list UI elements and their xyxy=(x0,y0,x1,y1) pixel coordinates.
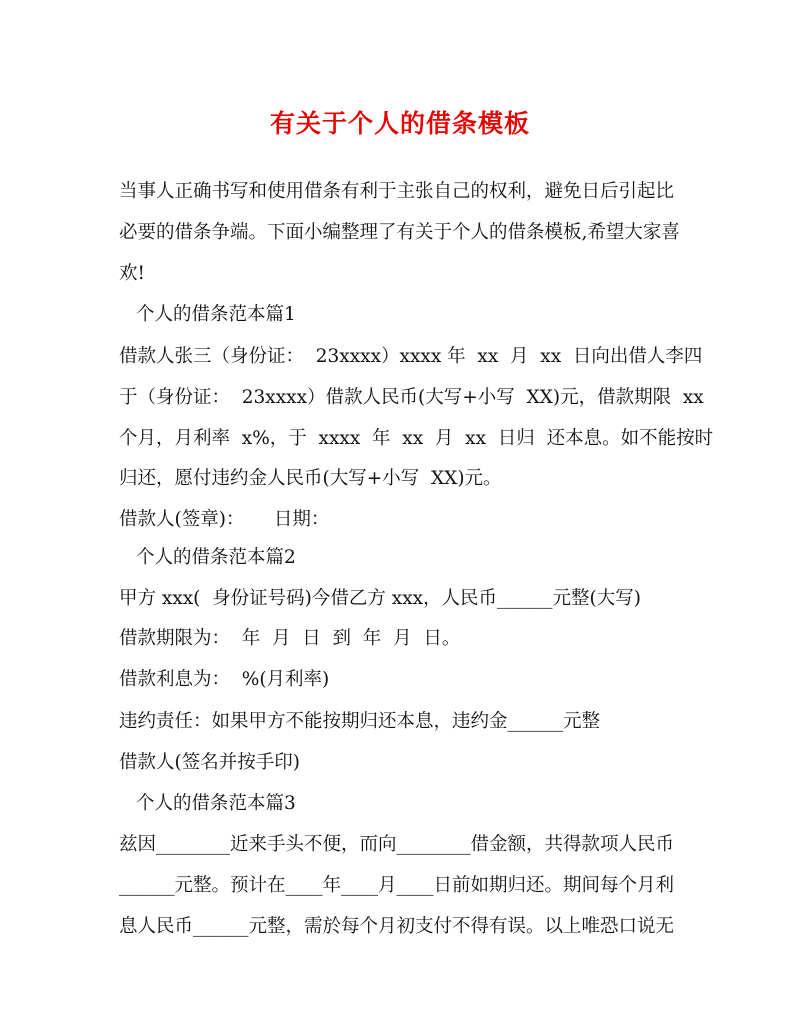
intro-line-3: 欢! xyxy=(119,263,145,284)
section1-line-4: 归还，愿付违约金人民币(大写+小写 XX)元。 xyxy=(119,468,502,489)
intro-line-2: 必要的借条争端。下面小编整理了有关于个人的借条模板,希望大家喜 xyxy=(119,222,680,243)
section2-line-4: 违约责任：如果甲方不能按期归还本息，违约金______元整 xyxy=(119,711,601,732)
section1-line-2: 于（身份证： 23xxxx）借款人民币(大写+小写 XX)元，借款期限 xx xyxy=(119,387,704,408)
section3-line-2: ______元整。预计在____年____月____日前如期归还。期间每个月利 xyxy=(119,875,675,896)
document-title: 有关于个人的借条模板 xyxy=(269,109,530,138)
section-heading-1: 个人的借条范本篇1 xyxy=(136,304,296,325)
section2-line-2: 借款期限为： 年 月 日 到 年 月 日。 xyxy=(119,628,461,649)
section2-line-5: 借款人(签名并按手印) xyxy=(119,752,300,773)
section1-line-1: 借款人张三（身份证： 23xxxx）xxxx 年 xx 月 xx 日向出借人李四 xyxy=(119,346,703,367)
signature-date-line: 借款人(签章)： 日期： xyxy=(119,509,330,530)
section3-line-3: 息人民币______元整，需於每个月初支付不得有误。以上唯恐口说无 xyxy=(119,916,675,937)
section3-line-1: 兹因________近来手头不便，而向________借金额，共得款项人民币 xyxy=(119,834,675,855)
section2-line-3: 借款利息为： %(月利率) xyxy=(119,669,330,690)
intro-line-1: 当事人正确书写和使用借条有利于主张自己的权利，避免日后引起比 xyxy=(119,181,675,202)
section-heading-3: 个人的借条范本篇3 xyxy=(136,793,296,814)
section1-line-3: 个月，月利率 x%，于 xxxx 年 xx 月 xx 日归 还本息。如不能按时 xyxy=(119,428,714,449)
section-heading-2: 个人的借条范本篇2 xyxy=(136,547,296,568)
section2-line-1: 甲方 xxx( 身份证号码)今借乙方 xxx，人民币______元整(大写) xyxy=(119,588,641,609)
